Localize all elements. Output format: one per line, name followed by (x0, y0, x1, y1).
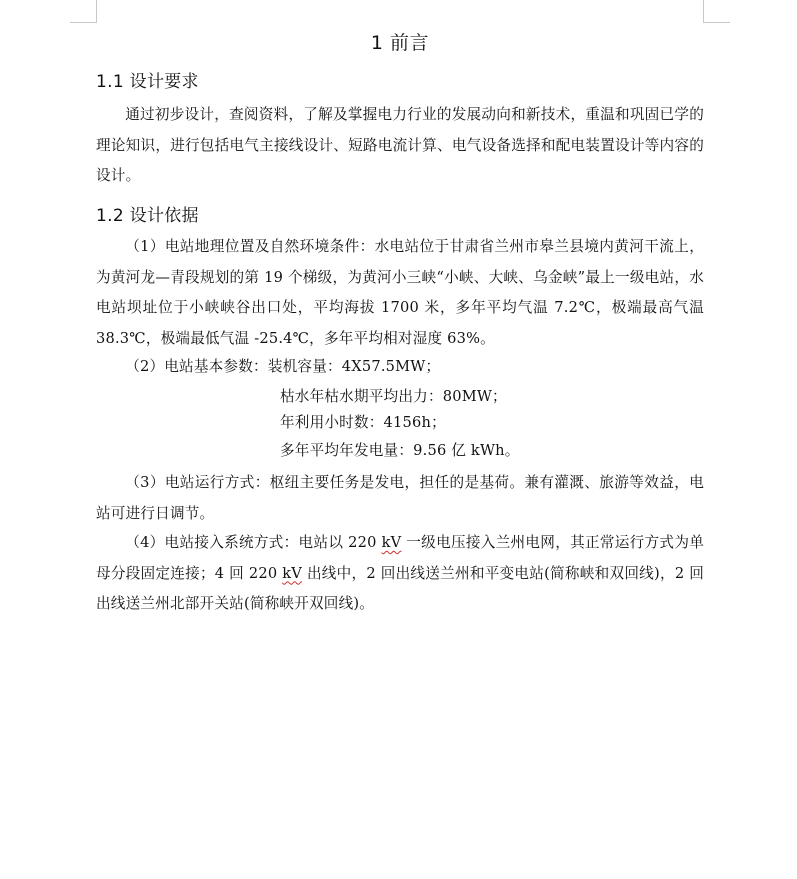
basis-item-2-line-2[interactable]: 枯水年枯水期平均出力：80MW； (280, 388, 507, 405)
basis-item-2-line-3[interactable]: 年利用小时数：4156h； (280, 414, 446, 431)
basis-item-2-line-4[interactable]: 多年平均年发电量：9.56 亿 kWh。 (280, 442, 520, 459)
margin-mark-top-left (96, 0, 97, 22)
spellcheck-flag-kv[interactable]: kV (282, 564, 303, 582)
chapter-heading[interactable]: 1 前言 (370, 32, 430, 54)
section-heading-basis[interactable]: 1.2 设计依据 (96, 206, 199, 226)
spellcheck-flag-kv[interactable]: kV (381, 534, 402, 551)
margin-mark-top-left-h (70, 22, 97, 23)
basis-item-1[interactable]: （1）电站地理位置及自然环境条件：水电站位于甘肃省兰州市皋兰县境内黄河干流上，为黄河龙—青段规划的第 19 个梯级，为黄河小三峡“小峡、大峡、乌金峡”最上一级电站，水电站坝址位于小峡峡谷出口处，平均海拔 1700 米，多年平均气温 7.2℃，极端最高气温 38.3℃，极端最低气温 -25.4℃，多年平均相对湿度 63%。 (96, 238, 704, 347)
basis-item-4-text-b: 一级电压接入兰州电网，其正常运行方式为单母分段固定连接；4 回 220 (96, 534, 705, 582)
requirements-paragraph[interactable]: 通过初步设计，查阅资料，了解及掌握电力行业的发展动向和新技术，重温和巩固已学的理论知识，进行包括电气主接线设计、短路电流计算、电气设备选择和配电装置设计等内容的设计。 (96, 106, 704, 184)
margin-mark-top-right (703, 0, 704, 22)
section-heading-requirements[interactable]: 1.1 设计要求 (96, 72, 199, 92)
basis-item-4-text-c: 出线中，2 回出线送兰州和平变电站(简称峡和双回线)，2 回出线送兰州北部开关站(简称峡开双回线)。 (96, 564, 704, 612)
margin-mark-top-right-h (703, 22, 730, 23)
basis-item-4-text-a: （4）电站接入系统方式：电站以 220 (125, 534, 382, 551)
basis-item-3[interactable]: （3）电站运行方式：枢纽主要任务是发电，担任的是基荷。兼有灌溉、旅游等效益，电站可进行日调节。 (96, 474, 704, 522)
basis-item-2[interactable]: （2）电站基本参数：装机容量：4X57.5MW； (125, 358, 441, 375)
basis-item-4[interactable] (96, 528, 704, 620)
